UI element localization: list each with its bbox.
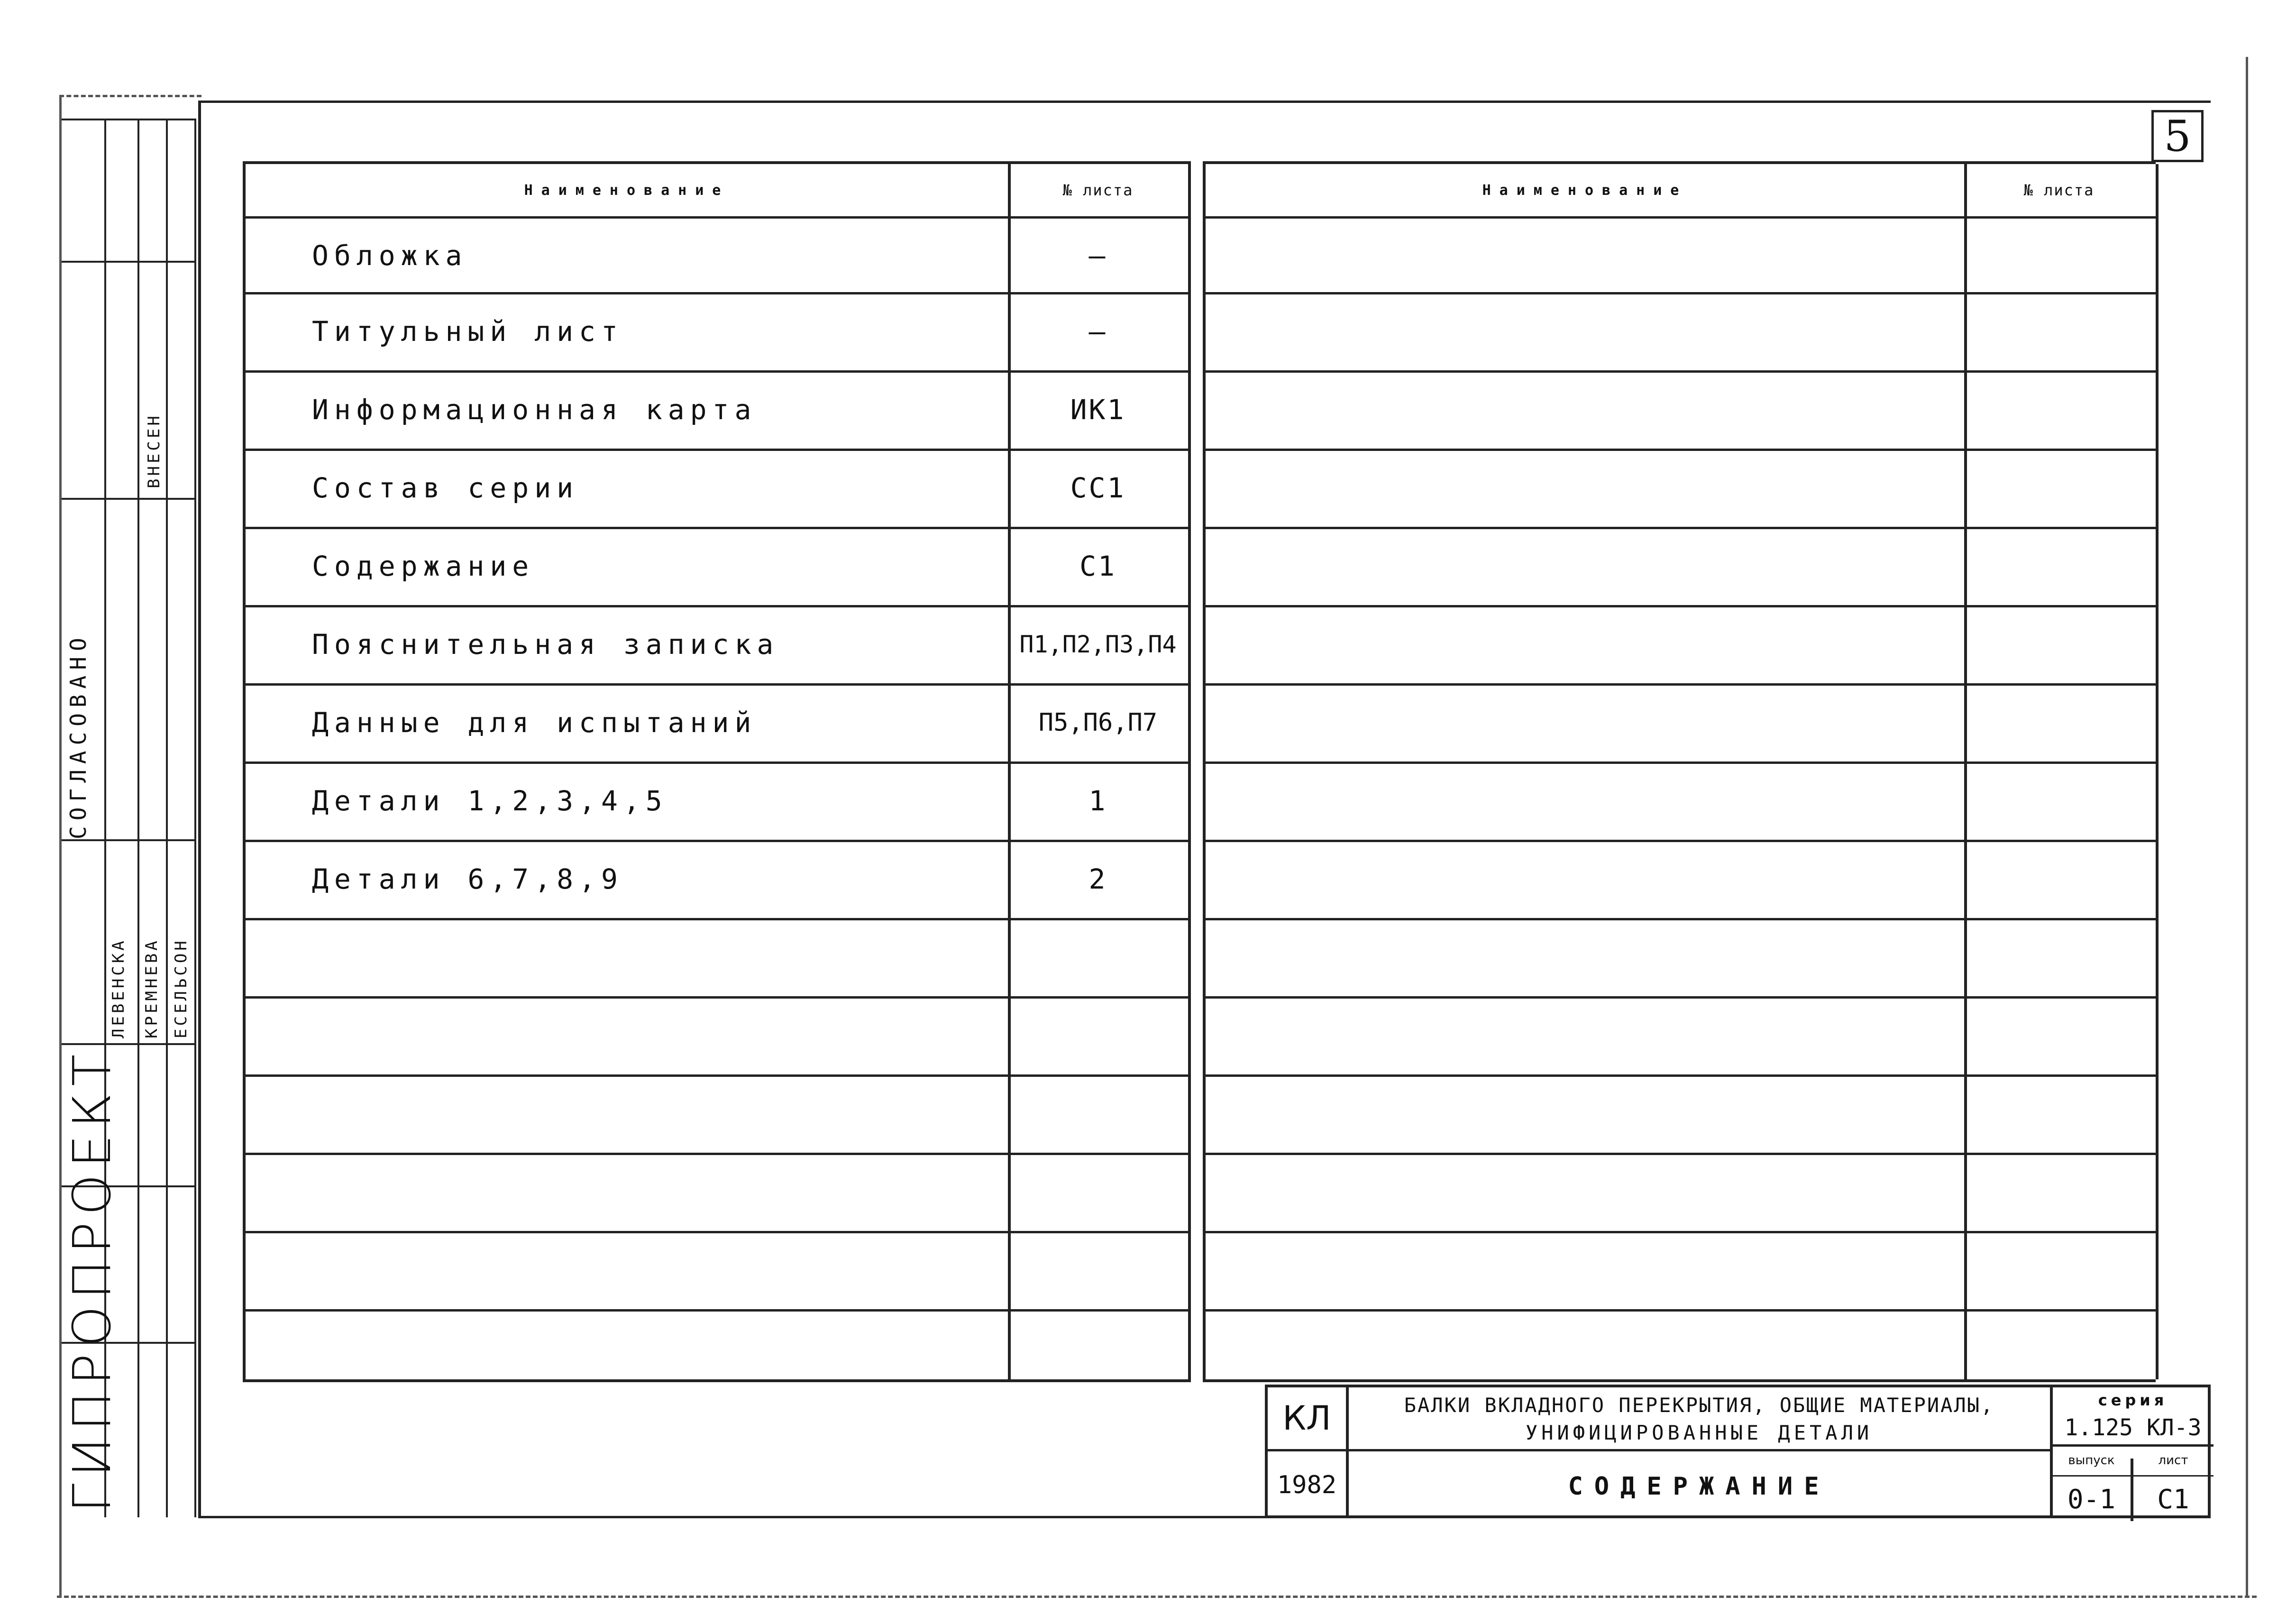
row-sheet: ИК1 (1070, 393, 1126, 426)
issue-label: выпуск (2068, 1453, 2115, 1468)
stamp-name-1: ЛЕВЕНСКА (109, 938, 128, 1038)
series-label: серия (2098, 1391, 2168, 1409)
stamp-name-2: КРЕМНЕВА (142, 938, 161, 1038)
side-approval-stamp (62, 119, 194, 1517)
row-sheet: П1,П2,П3,П4 (1019, 630, 1177, 658)
org-code: КЛ (1282, 1399, 1331, 1438)
sheet-edge-top (59, 95, 201, 97)
inner-label: ВНЕСЕН (145, 413, 164, 488)
row-name: Детали 1,2,3,4,5 (312, 784, 668, 817)
row-sheet: — (1089, 315, 1107, 348)
stamp-name-3: ЕСЕЛЬСОН (172, 938, 191, 1038)
agreed-label: СОГЛАСОВАНО (65, 632, 91, 839)
drawing-frame-left (198, 101, 201, 1518)
row-name: Данные для испытаний (312, 706, 757, 739)
row-sheet: С1 (1079, 550, 1116, 582)
column-header-sheet: № листа (1062, 181, 1134, 199)
column-header-sheet-right: № листа (2023, 181, 2095, 199)
row-sheet: — (1089, 239, 1107, 272)
sheet-label: лист (2158, 1453, 2188, 1468)
sheet-value: С1 (2157, 1484, 2189, 1515)
series-value: 1.125 КЛ-3 (2064, 1414, 2202, 1441)
sheet-edge-right (2246, 57, 2248, 1598)
row-name: Содержание (312, 550, 535, 582)
title-line-1: БАЛКИ ВКЛАДНОГО ПЕРЕКРЫТИЯ, ОБЩИЕ МАТЕРИАЛЫ, (1404, 1393, 1994, 1417)
issue-value: 0-1 (2067, 1484, 2116, 1515)
row-name: Информационная карта (312, 393, 757, 426)
contents-table-right (1203, 161, 2156, 1382)
row-sheet: 1 (1089, 784, 1107, 817)
title-line-2: УНИФИЦИРОВАННЫЕ ДЕТАЛИ (1525, 1421, 1873, 1444)
document-name: СОДЕРЖАНИЕ (1568, 1472, 1830, 1501)
institute-label: ГИПРОПРОЕКТ (62, 1047, 122, 1513)
row-name: Состав серии (312, 471, 579, 504)
row-name: Детали 6,7,8,9 (312, 862, 623, 895)
column-header-name: Наименование (524, 182, 730, 199)
row-sheet: П5,П6,П7 (1038, 708, 1158, 737)
row-name: Титульный лист (312, 315, 623, 348)
row-name: Пояснительная записка (312, 628, 779, 661)
contents-table-left (243, 161, 1191, 1382)
row-name: Обложка (312, 239, 468, 272)
title-block (1265, 1385, 2211, 1518)
sheet-edge-bottom (57, 1596, 2257, 1598)
page-number: 5 (2151, 110, 2204, 162)
row-sheet: СС1 (1070, 471, 1126, 504)
column-header-name-right: Наименование (1482, 182, 1688, 199)
row-sheet: 2 (1089, 862, 1107, 895)
year: 1982 (1277, 1471, 1337, 1499)
